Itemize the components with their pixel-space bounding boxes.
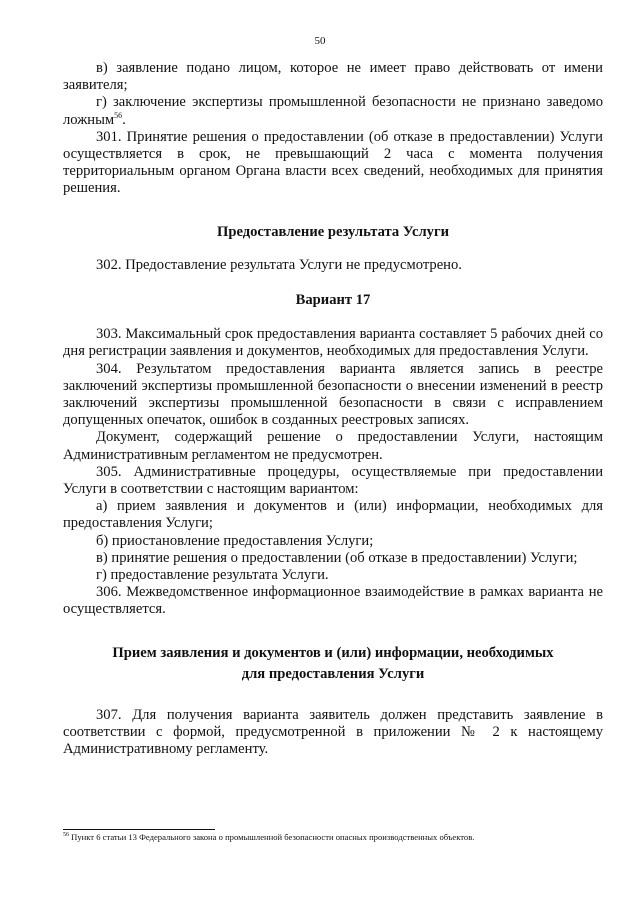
paragraph-document-note: Документ, содержащий решение о предоставлении Услуги, настоящим Административным регламентом не предусмотрен. bbox=[63, 429, 603, 463]
heading-variant: Вариант 17 bbox=[295, 292, 371, 309]
paragraph-306: 306. Межведомственное информационное взаимодействие в рамках варианта не осуществляется. bbox=[63, 584, 603, 618]
page-number: 50 bbox=[314, 35, 326, 47]
footnote-reference: 56 bbox=[114, 110, 123, 120]
paragraph-305: 305. Административные процедуры, осуществляемые при предоставлении Услуги в соответствии с настоящим вариантом: bbox=[63, 463, 603, 498]
paragraph-301: 301. Принятие решения о предоставлении (об отказе в предоставлении) Услуги осуществляется в срок, не превышающий 2 часа с момента получения территориальным органом Органа власти всех сведений, необходимых для принятия решения. bbox=[63, 128, 603, 197]
footnote-text: Пункт 6 статьи 13 Федерального закона о промышленной безопасности опасных производственных объектов. bbox=[69, 832, 475, 842]
paragraph-302: 302. Предоставление результата Услуги не предусмотрено. bbox=[96, 256, 462, 273]
footnote bbox=[63, 832, 603, 843]
paragraph-303: 303. Максимальный срок предоставления варианта составляет 5 рабочих дней со дня регистрации заявления и документов, необходимых для предоставления Услуги. bbox=[63, 326, 603, 360]
heading-result: Предоставление результата Услуги bbox=[217, 223, 449, 240]
paragraph-307: 307. Для получения варианта заявитель должен представить заявление в соответствии с формой, предусмотренной в приложении № 2 к настоящему Административному регламенту. bbox=[63, 706, 603, 758]
heading-intake-line2: для предоставления Услуги bbox=[241, 665, 425, 682]
heading-intake-line1: Прием заявления и документов и (или) информации, необходимых bbox=[112, 644, 554, 661]
list-item-a: а) прием заявления и документов и (или) информации, необходимых для предоставления Услуги; bbox=[63, 498, 603, 532]
list-item-g: г) предоставление результата Услуги. bbox=[96, 567, 329, 584]
list-item-v: в) принятие решения о предоставлении (об отказе в предоставлении) Услуги; bbox=[96, 549, 578, 566]
document-body bbox=[63, 60, 603, 758]
footnote-number: 56 bbox=[63, 832, 69, 839]
heading-intake bbox=[63, 643, 603, 685]
paragraph-item-g: г) заключение экспертизы промышленной безопасности не признано заведомо ложным$^{56}$. bbox=[63, 94, 603, 128]
paragraph-item-v: в) заявление подано лицом, которое не имеет право действовать от имени заявителя; bbox=[63, 60, 603, 94]
paragraph-304: 304. Результатом предоставления варианта является запись в реестре заключений экспертизы промышленной безопасности о внесении изменений в реестр заключений экспертизы промышленной безопасности в связи с исправлением допущенных опечаток, ошибок в созданных реестровых записях. bbox=[63, 360, 603, 429]
list-item-b: б) приостановление предоставления Услуги; bbox=[96, 532, 374, 549]
paragraph-item-g-text: г) заключение экспертизы промышленной безопасности не признано заведомо ложным bbox=[63, 94, 603, 128]
footnote-divider bbox=[63, 829, 215, 830]
